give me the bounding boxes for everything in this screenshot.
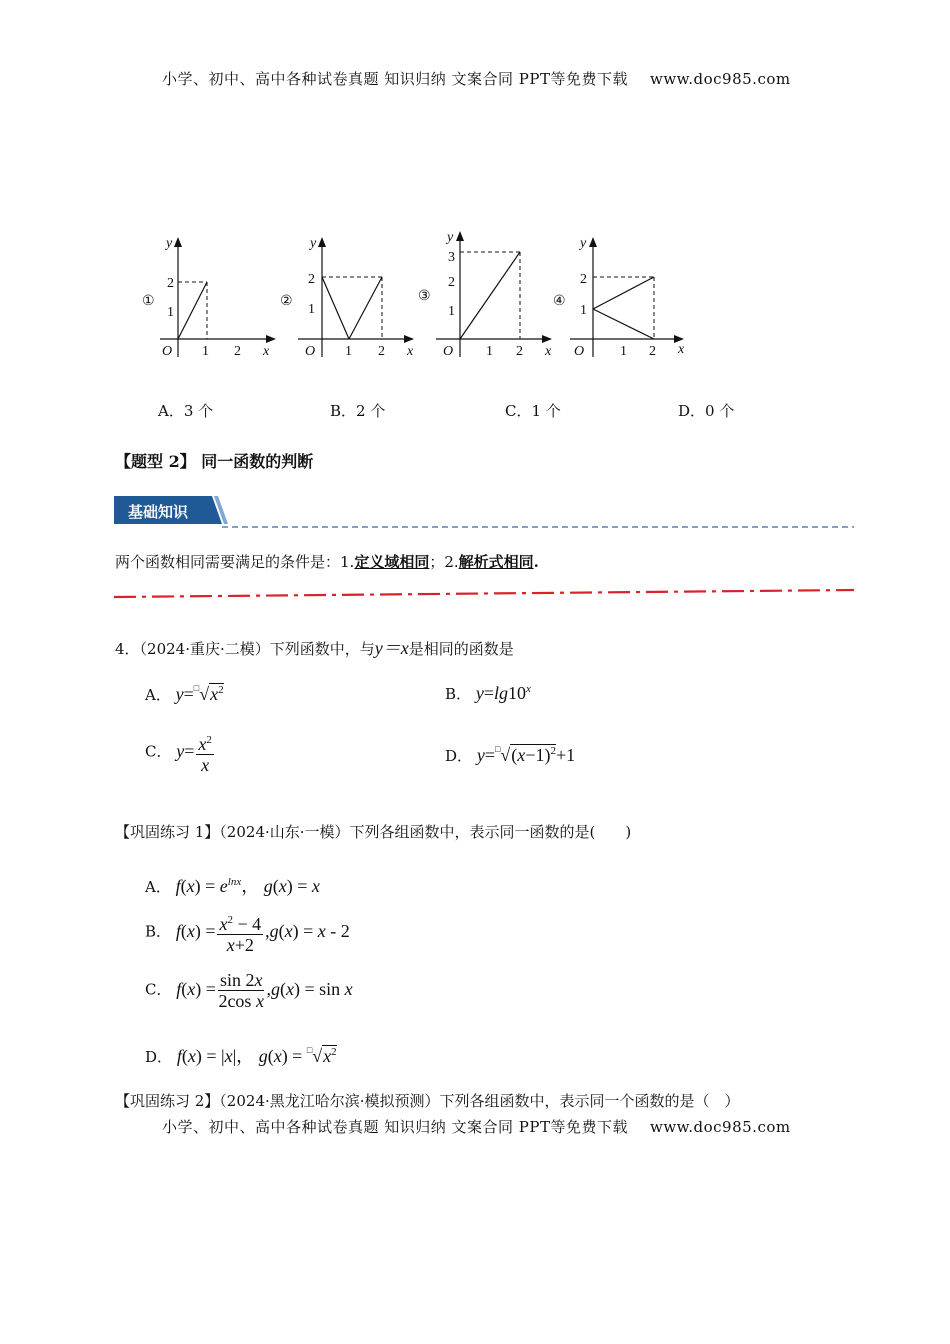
p1-option-c-label: C． bbox=[145, 980, 172, 999]
note-mid: ；2. bbox=[429, 553, 459, 571]
p1-option-d: D． f(x) = |x|， $g(x) = ^□√x^2$ bbox=[145, 1045, 337, 1066]
graph-4-tick-y2: 2 bbox=[580, 272, 587, 287]
graph-2-number: ② bbox=[280, 294, 293, 309]
graph-4-tick-y1: 1 bbox=[580, 303, 587, 318]
section-title: 【题型 2】 同一函数的判断 bbox=[115, 452, 314, 471]
page-footer bbox=[162, 1116, 791, 1137]
graphs-figure bbox=[130, 225, 700, 370]
badge-label: 基础知识 bbox=[128, 503, 189, 521]
graph-4 bbox=[553, 236, 685, 359]
footer-site: www.doc985.com bbox=[650, 1118, 791, 1136]
practice-2-stem: 【巩固练习 2】（2024·黑龙江哈尔滨·模拟预测）下列各组函数中，表示同一个函数的是（ ） bbox=[115, 1092, 740, 1110]
graph-4-number: ④ bbox=[553, 294, 566, 309]
q4-option-a-label: A． bbox=[145, 686, 171, 704]
practice-1-stem: 【巩固练习 1】（2024·山东·一模）下列各组函数中，表示同一函数的是( ) bbox=[115, 823, 632, 841]
graph-1-tick-x2: 2 bbox=[234, 344, 241, 359]
note-end: . bbox=[533, 553, 539, 571]
graph-3-origin: O bbox=[443, 344, 454, 359]
note-prefix: 两个函数相同需要满足的条件是：1. bbox=[115, 553, 355, 571]
graph-2-tick-y1: 1 bbox=[308, 302, 315, 317]
graph-4-x-label: x bbox=[678, 342, 685, 357]
q4-option-d: D． $y=^□√(x-1)^2+1$ bbox=[445, 744, 576, 765]
graph-3-tick-x1: 1 bbox=[486, 344, 493, 359]
p1-option-a: A． $f(x) = e^{lnx}$， g(x) = x bbox=[145, 876, 320, 896]
q4-option-d-label: D． bbox=[445, 747, 473, 765]
choice-d: D．0 个 bbox=[678, 402, 735, 420]
graph-1-number: ① bbox=[142, 294, 155, 309]
graph-1-origin: O bbox=[162, 344, 173, 359]
section-badge-bar bbox=[114, 494, 854, 534]
graph-4-tick-x1: 1 bbox=[620, 344, 627, 359]
q4-option-b-label: B． bbox=[445, 685, 472, 703]
graph-1-tick-y1: 1 bbox=[167, 305, 174, 320]
graph-1-tick-x1: 1 bbox=[202, 344, 209, 359]
red-divider bbox=[114, 587, 854, 601]
graph-2-tick-y2: 2 bbox=[308, 272, 315, 287]
graph-2-x-label: x bbox=[407, 344, 414, 359]
graph-1 bbox=[142, 236, 276, 359]
q4-stem-a: 4．（2024·重庆·二模）下列函数中，与 bbox=[115, 640, 375, 658]
p1-option-d-label: D． bbox=[145, 1048, 173, 1066]
header-site: www.doc985.com bbox=[650, 70, 791, 88]
choice-c: C．1 个 bbox=[505, 402, 561, 420]
graph-4-y-label: y bbox=[580, 236, 587, 251]
graph-3-y-label: y bbox=[447, 230, 454, 245]
q4-option-c-label: C． bbox=[145, 742, 172, 761]
graph-3 bbox=[418, 230, 552, 359]
choice-a: A．3 个 bbox=[158, 402, 214, 420]
p1-option-a-label: A． bbox=[145, 878, 171, 896]
header-text: 小学、初中、高中各种试卷真题 知识归纳 文案合同 PPT等免费下载 bbox=[162, 70, 628, 88]
graph-2 bbox=[280, 236, 414, 359]
footer-text: 小学、初中、高中各种试卷真题 知识归纳 文案合同 PPT等免费下载 bbox=[162, 1118, 628, 1136]
q4-stem bbox=[115, 634, 514, 660]
p1-option-c: C． f(x) = $\frac{\sin 2x}{\text{2cos x}}$ ,g(x) = sin x bbox=[145, 970, 353, 1011]
graph-2-y-label: y bbox=[310, 236, 317, 251]
note-keyword-expression: 解析式相同 bbox=[458, 553, 534, 571]
graph-1-tick-y2: 2 bbox=[167, 276, 174, 291]
q4-option-b: B． $y=\lg 10^x$ bbox=[445, 683, 531, 703]
graph-3-tick-y3: 3 bbox=[448, 250, 455, 265]
graph-2-tick-x1: 1 bbox=[345, 344, 352, 359]
graph-4-tick-x2: 2 bbox=[649, 344, 656, 359]
graph-3-tick-y2: 2 bbox=[448, 275, 455, 290]
q4-option-c: C． y= $\frac{x^2}{x}$ bbox=[145, 730, 216, 775]
graph-3-x-label: x bbox=[545, 344, 552, 359]
graph-1-y-label: y bbox=[166, 236, 173, 251]
graph-2-origin: O bbox=[305, 344, 316, 359]
graph-2-tick-x2: 2 bbox=[378, 344, 385, 359]
graph-1-x-label: x bbox=[263, 344, 270, 359]
graph-3-tick-y1: 1 bbox=[448, 304, 455, 319]
section-note bbox=[115, 551, 539, 572]
graph-4-origin: O bbox=[574, 344, 585, 359]
graph-3-tick-x2: 2 bbox=[516, 344, 523, 359]
note-keyword-domain: 定义域相同 bbox=[354, 553, 430, 571]
p1-option-b-label: B． bbox=[145, 922, 172, 941]
p1-option-b: B． f(x) = $\frac{x^2 - 4}{x+2}$ ,g(x) = x - 2 bbox=[145, 910, 350, 955]
q4-stem-b: 是相同的函数是 bbox=[408, 640, 514, 658]
q4-option-a: A． $y=^□√x^2$ bbox=[145, 683, 224, 704]
graph-3-number: ③ bbox=[418, 289, 431, 304]
choice-b: B．2 个 bbox=[330, 402, 386, 420]
q4-stem-math: y＝x bbox=[374, 638, 409, 658]
page-header bbox=[162, 68, 791, 89]
